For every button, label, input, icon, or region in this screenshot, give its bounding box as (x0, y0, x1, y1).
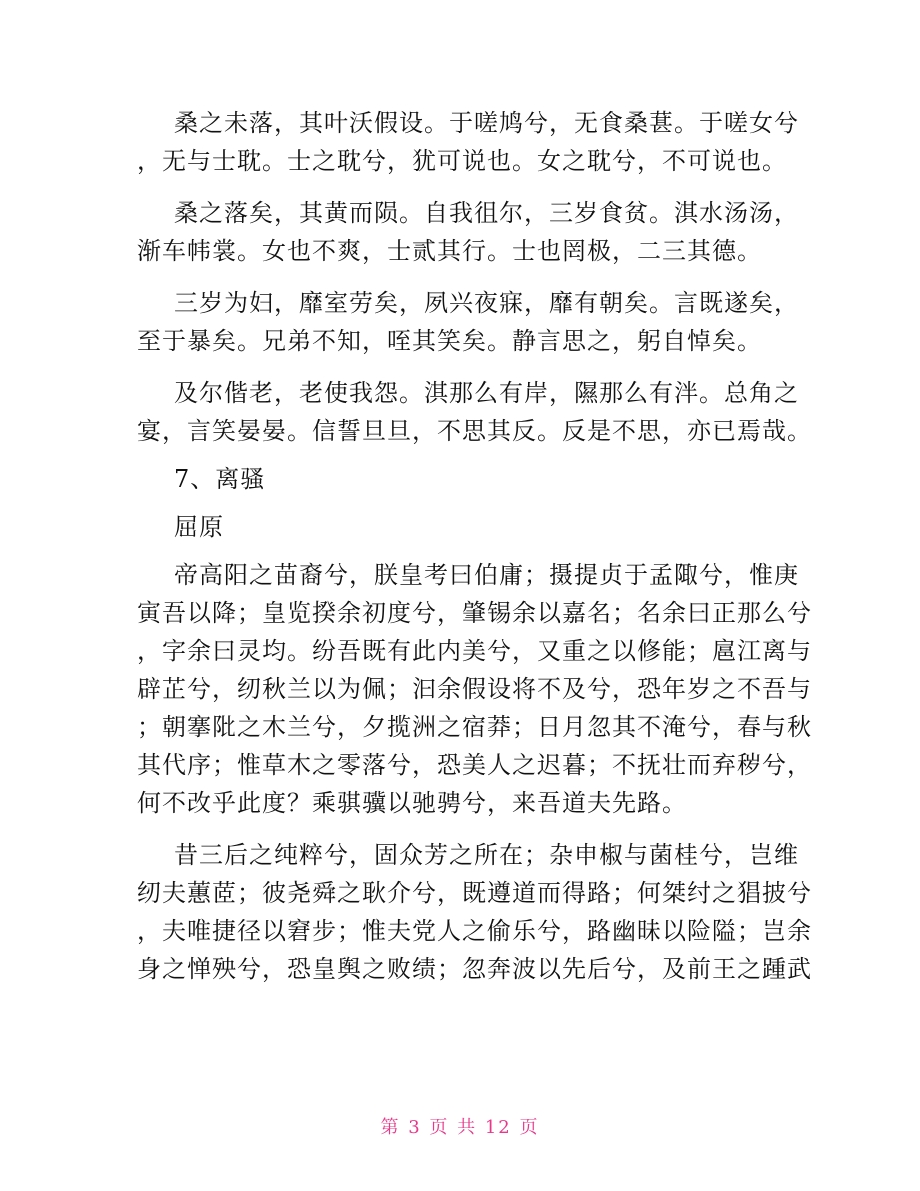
paragraph-line: ；朝搴阰之木兰兮，夕揽洲之宿莽；日月忽其不淹兮，春与秋 (137, 713, 812, 741)
section-heading: 7、离骚 (174, 465, 266, 493)
paragraph-line: 纫夫蕙茝；彼尧舜之耿介兮，既遵道而得路；何桀纣之猖披兮 (137, 879, 812, 907)
paragraph-line: 渐车帏裳。女也不爽，士贰其行。士也罔极，二三其德。 (137, 237, 762, 265)
author-line: 屈原 (174, 513, 224, 541)
paragraph-line: 辟芷兮，纫秋兰以为佩；汩余假设将不及兮，恐年岁之不吾与 (137, 675, 812, 703)
paragraph-line: 三岁为妇，靡室劳矣，夙兴夜寐，靡有朝矣。言既遂矣， (174, 289, 799, 317)
paragraph-line: 昔三后之纯粹兮，固众芳之所在；杂申椒与菌桂兮，岂维 (174, 841, 799, 869)
paragraph-line: 何不改乎此度？乘骐骥以驰骋兮，来吾道夫先路。 (137, 789, 687, 817)
paragraph-line: 桑之未落，其叶沃假设。于嗟鸠兮，无食桑葚。于嗟女兮 (174, 109, 799, 137)
paragraph-line: 宴，言笑晏晏。信誓旦旦，不思其反。反是不思，亦已焉哉。 (137, 417, 812, 445)
paragraph-line: 及尔偕老，老使我怨。淇那么有岸，隰那么有泮。总角之 (174, 379, 799, 407)
paragraph-line: 至于暴矣。兄弟不知，咥其笑矣。静言思之，躬自悼矣。 (137, 327, 762, 355)
paragraph-line: ，无与士耽。士之耽兮，犹可说也。女之耽兮，不可说也。 (137, 147, 787, 175)
page-number-footer: 第 3 页 共 12 页 (380, 1117, 540, 1138)
document-body (137, 104, 812, 988)
paragraph-line: 桑之落矣，其黄而陨。自我徂尔，三岁食贫。淇水汤汤， (174, 199, 799, 227)
paragraph-line: 身之惮殃兮，恐皇舆之败绩；忽奔波以先后兮，及前王之踵武 (137, 955, 812, 983)
paragraph-line: 寅吾以降；皇览揆余初度兮，肇锡余以嘉名；名余曰正那么兮 (137, 599, 812, 627)
paragraph-line: ，字余曰灵均。纷吾既有此内美兮，又重之以修能；扈江离与 (137, 637, 812, 665)
paragraph-line: 帝高阳之苗裔兮，朕皇考曰伯庸；摄提贞于孟陬兮，惟庚 (174, 561, 799, 589)
paragraph-line: 其代序；惟草木之零落兮，恐美人之迟暮；不抚壮而弃秽兮， (137, 751, 812, 779)
paragraph-line: ，夫唯捷径以窘步；惟夫党人之偷乐兮，路幽昧以险隘；岂余 (137, 917, 812, 945)
